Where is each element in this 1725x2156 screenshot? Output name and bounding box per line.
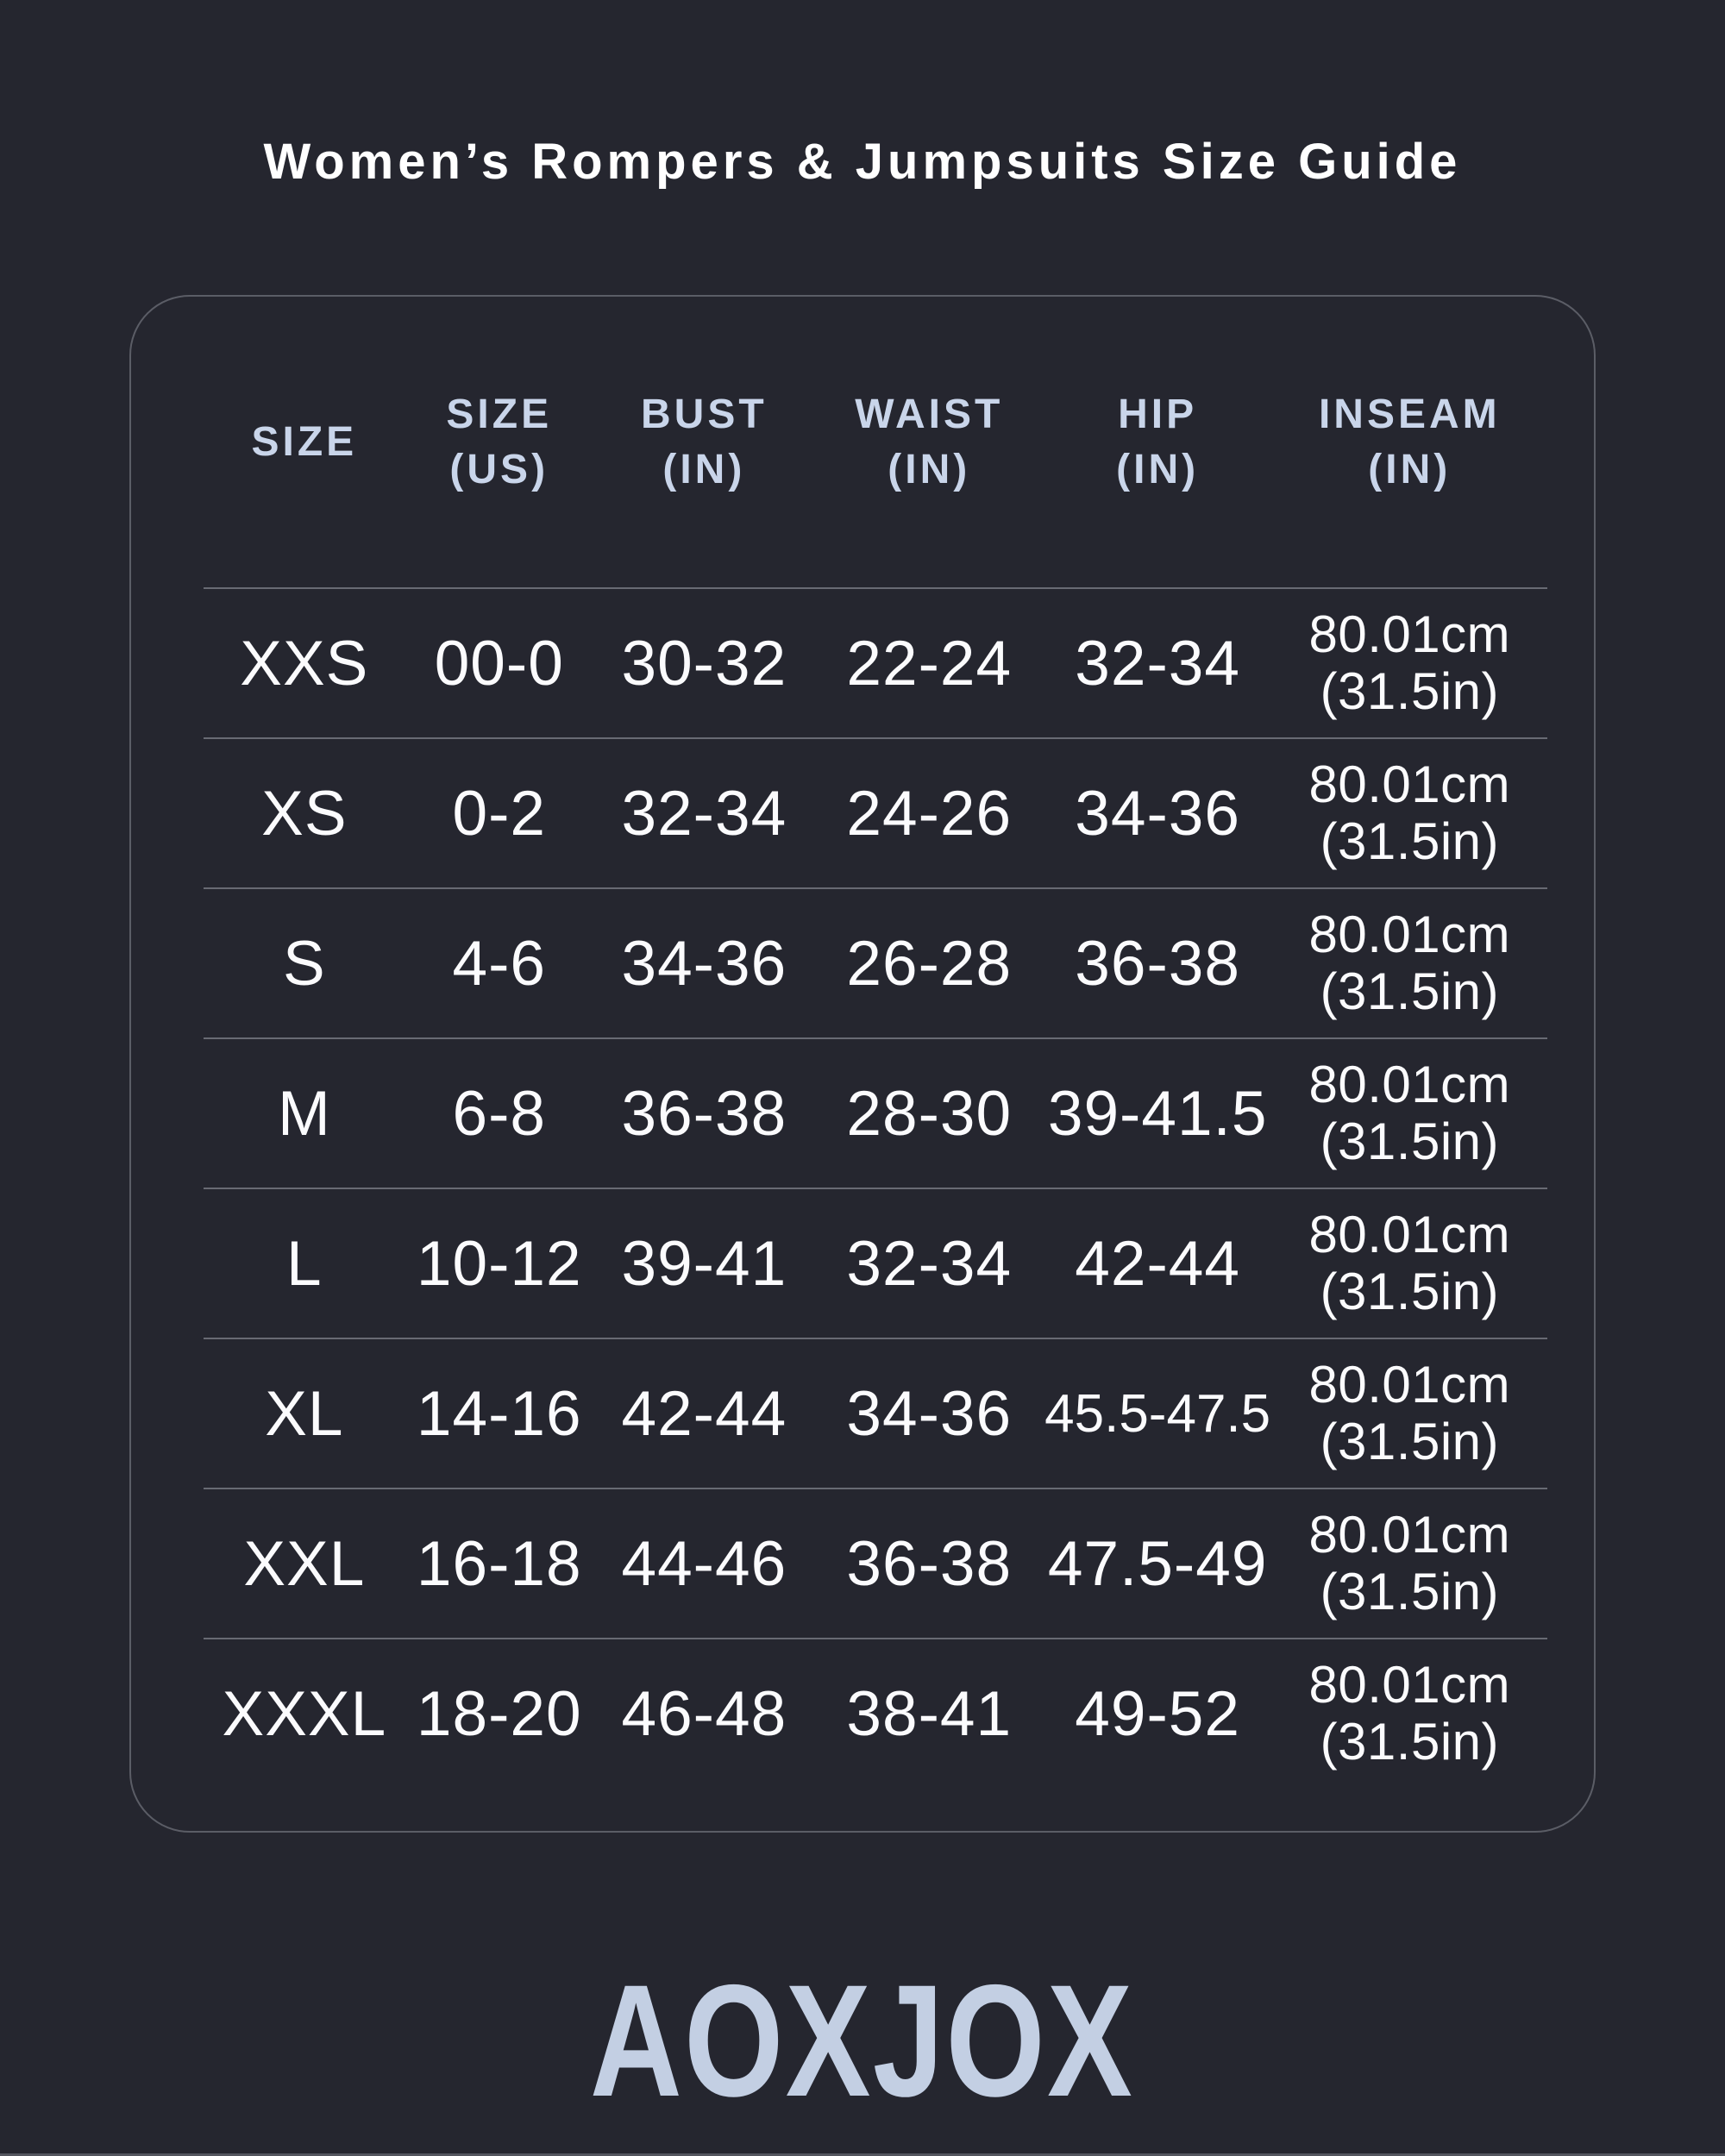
inseam-cm: 80.01cm (1308, 1356, 1511, 1413)
table-row-xxs (204, 588, 1547, 738)
cell-hip: 36-38 (1044, 888, 1272, 1038)
size-chart-table (204, 297, 1547, 1788)
cell-bust: 36-38 (593, 1038, 815, 1188)
inseam-cm: 80.01cm (1308, 1206, 1511, 1263)
cell-waist: 36-38 (815, 1489, 1044, 1639)
cell-size-us: 6-8 (405, 1038, 593, 1188)
inseam-cm: 80.01cm (1308, 906, 1511, 963)
cell-size: XXS (204, 588, 405, 738)
cell-size-us: 0-2 (405, 738, 593, 888)
column-header-bust (593, 297, 815, 588)
table-row-m (204, 1038, 1547, 1188)
table-row-xxxl (204, 1639, 1547, 1788)
cell-size: L (204, 1188, 405, 1338)
inseam-in: (31.5in) (1320, 1713, 1499, 1771)
cell-bust: 34-36 (593, 888, 815, 1038)
cell-inseam (1272, 1038, 1547, 1188)
cell-bust: 32-34 (593, 738, 815, 888)
inseam-in: (31.5in) (1320, 662, 1499, 720)
cell-inseam (1272, 1188, 1547, 1338)
column-header-bust-line1: BUST (640, 391, 768, 437)
table-row-xxl (204, 1489, 1547, 1639)
cell-size-us: 10-12 (405, 1188, 593, 1338)
cell-hip: 39-41.5 (1044, 1038, 1272, 1188)
column-header-size-us-line1: SIZE (446, 391, 553, 437)
cell-hip: 42-44 (1044, 1188, 1272, 1338)
column-header-waist-line2: (IN) (888, 446, 971, 492)
table-row-xl (204, 1338, 1547, 1489)
table-row-l (204, 1188, 1547, 1338)
table-body (204, 588, 1547, 1788)
inseam-cm: 80.01cm (1308, 1506, 1511, 1564)
brand-logo: AOXJOX (590, 1952, 1135, 2130)
page-title: Women’s Rompers & Jumpsuits Size Guide (263, 134, 1462, 190)
table-header-row (204, 297, 1547, 588)
column-header-size (204, 297, 405, 588)
cell-inseam (1272, 1639, 1547, 1788)
cell-size: M (204, 1038, 405, 1188)
cell-size: XS (204, 738, 405, 888)
cell-hip: 34-36 (1044, 738, 1272, 888)
cell-size-us: 14-16 (405, 1338, 593, 1489)
column-header-inseam (1272, 297, 1547, 588)
inseam-in: (31.5in) (1320, 962, 1499, 1020)
column-header-hip-line2: (IN) (1116, 446, 1200, 492)
cell-size: XXL (204, 1489, 405, 1639)
cell-size: XL (204, 1338, 405, 1489)
inseam-cm: 80.01cm (1308, 1656, 1511, 1714)
cell-inseam (1272, 588, 1547, 738)
cell-inseam (1272, 738, 1547, 888)
cell-waist: 24-26 (815, 738, 1044, 888)
cell-waist: 32-34 (815, 1188, 1044, 1338)
cell-inseam (1272, 888, 1547, 1038)
column-header-size-line1: SIZE (251, 418, 358, 465)
column-header-inseam-line2: (IN) (1368, 446, 1452, 492)
column-header-bust-line2: (IN) (662, 446, 746, 492)
inseam-cm: 80.01cm (1308, 605, 1511, 663)
inseam-cm: 80.01cm (1308, 1056, 1511, 1113)
inseam-in: (31.5in) (1320, 1263, 1499, 1320)
column-header-inseam-line1: INSEAM (1318, 391, 1501, 437)
column-header-size-us (405, 297, 593, 588)
cell-inseam (1272, 1489, 1547, 1639)
inseam-in: (31.5in) (1320, 1112, 1499, 1170)
cell-waist: 28-30 (815, 1038, 1044, 1188)
cell-size-us: 00-0 (405, 588, 593, 738)
cell-bust: 39-41 (593, 1188, 815, 1338)
cell-waist: 22-24 (815, 588, 1044, 738)
table-row-xs (204, 738, 1547, 888)
column-header-hip (1044, 297, 1272, 588)
cell-waist: 26-28 (815, 888, 1044, 1038)
cell-size-us: 16-18 (405, 1489, 593, 1639)
inseam-in: (31.5in) (1320, 1563, 1499, 1620)
cell-size-us: 18-20 (416, 1678, 582, 1749)
cell-waist: 38-41 (846, 1678, 1013, 1749)
column-header-hip-line1: HIP (1118, 391, 1198, 437)
cell-bust: 46-48 (621, 1678, 787, 1749)
cell-hip: 47.5-49 (1044, 1489, 1272, 1639)
cell-bust: 30-32 (593, 588, 815, 738)
cell-size: XXXL (222, 1678, 387, 1749)
cell-bust: 44-46 (593, 1489, 815, 1639)
cell-waist: 34-36 (815, 1338, 1044, 1489)
column-header-waist (815, 297, 1044, 588)
cell-hip: 45.5-47.5 (1044, 1338, 1272, 1489)
cell-hip: 49-52 (1075, 1678, 1240, 1749)
cell-size-us: 4-6 (405, 888, 593, 1038)
column-header-size-us-line2: (US) (449, 446, 549, 492)
inseam-cm: 80.01cm (1308, 755, 1511, 813)
size-chart-card (129, 295, 1596, 1833)
inseam-in: (31.5in) (1320, 812, 1499, 870)
table-row-s (204, 888, 1547, 1038)
cell-size: S (204, 888, 405, 1038)
cell-hip: 32-34 (1044, 588, 1272, 738)
inseam-in: (31.5in) (1320, 1413, 1499, 1470)
column-header-waist-line1: WAIST (855, 391, 1004, 437)
brand-logo-container (0, 1952, 1725, 2130)
cell-inseam (1272, 1338, 1547, 1489)
cell-bust: 42-44 (593, 1338, 815, 1489)
